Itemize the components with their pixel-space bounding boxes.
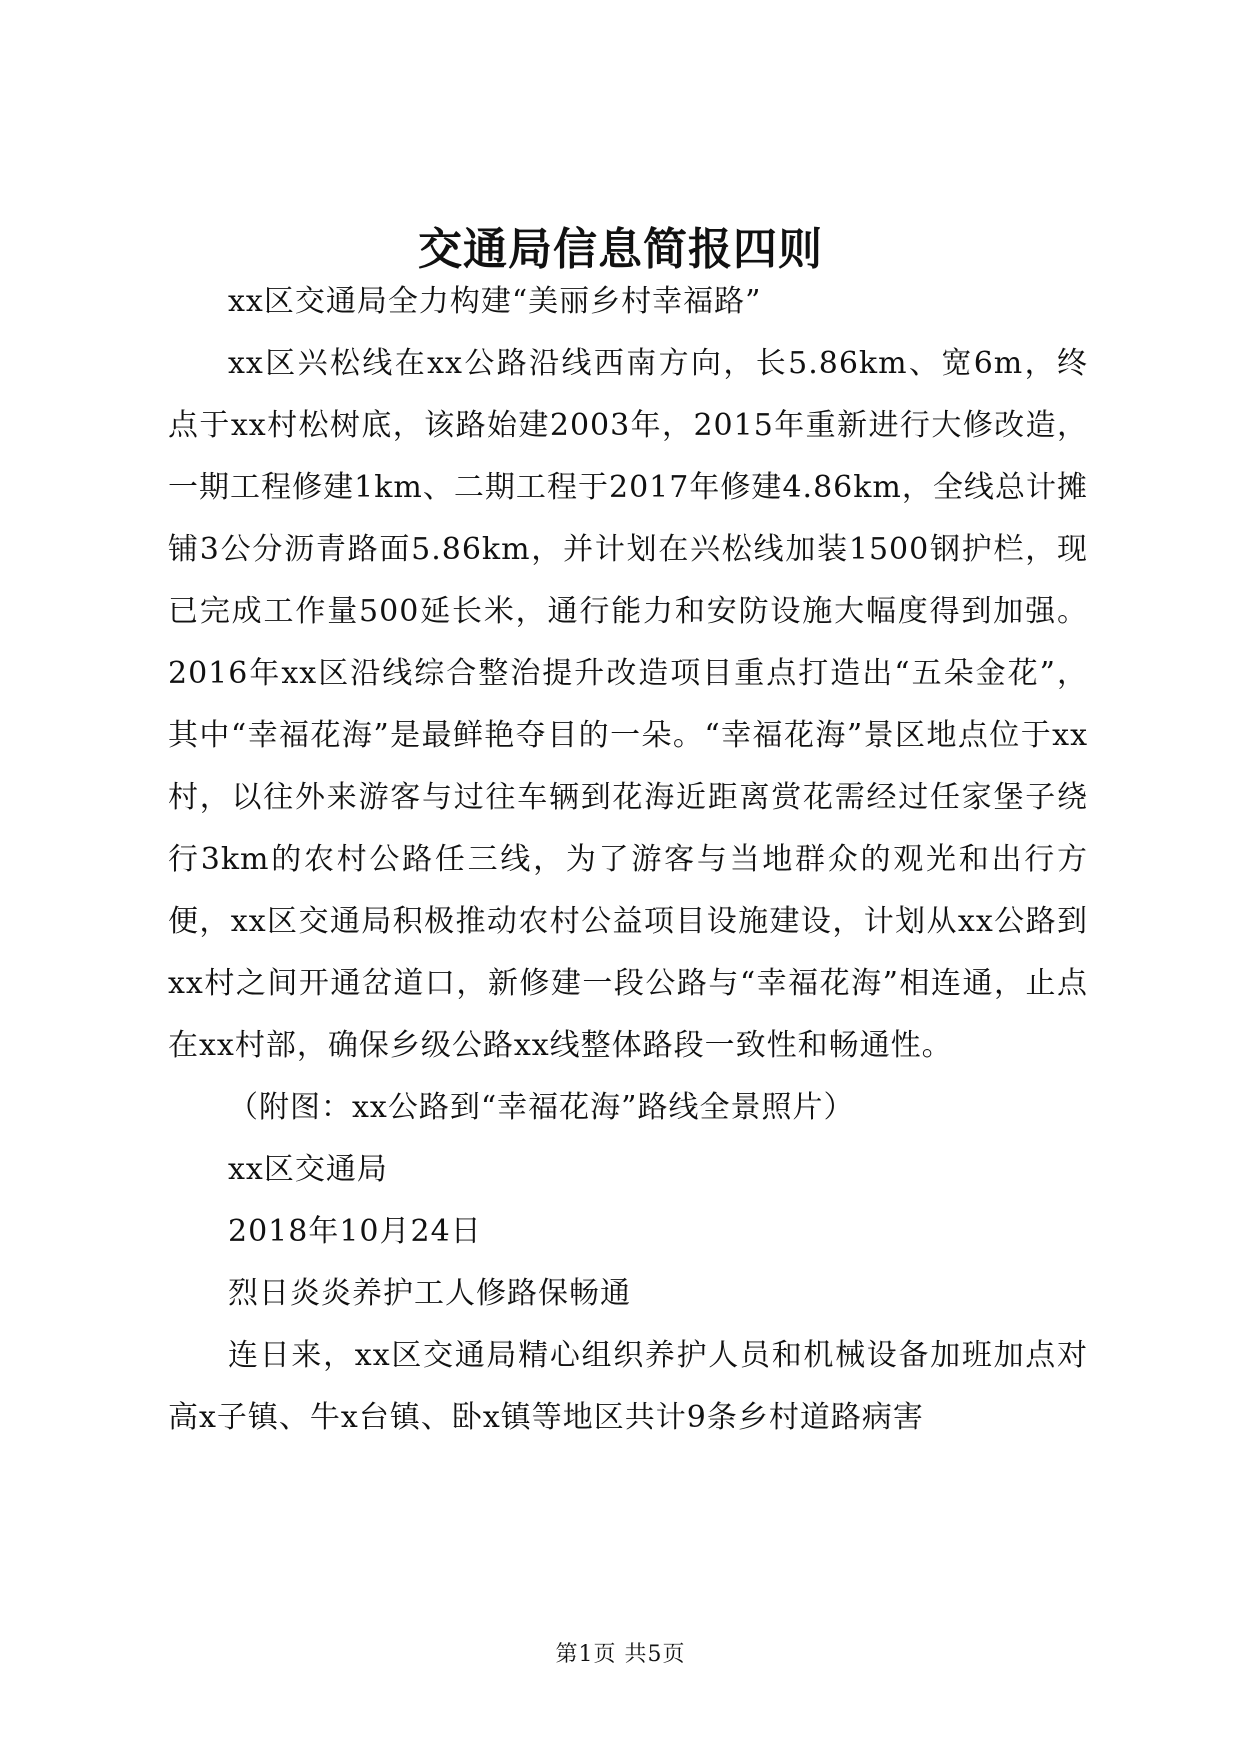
document-body: [168, 271, 1088, 1449]
paragraph-body-1: xx区兴松线在xx公路沿线西南方向，长5.86km、宽6m，终点于xx村松树底，该路始建2003年，2015年重新进行大修改造，一期工程修建1km、二期工程于2017年修建4.86km，全线总计摊铺3公分沥青路面5.86km，并计划在兴松线加装1500钢护栏，现已完成工作量500延长米，通行能力和安防设施大幅度得到加强。2016年xx区沿线综合整治提升改造项目重点打造出“五朵金花”，其中“幸福花海”是最鲜艳夺目的一朵。“幸福花海”景区地点位于xx村，以往外来游客与过往车辆到花海近距离赏花需经过任家堡子绕行3km的农村公路任三线，为了游客与当地群众的观光和出行方便，xx区交通局积极推动农村公益项目设施建设，计划从xx公路到xx村之间开通岔道口，新修建一段公路与“幸福花海”相连通，止点在xx村部，确保乡级公路xx线整体路段一致性和畅通性。: [168, 346, 1088, 1063]
document-title: 交通局信息简报四则: [418, 224, 823, 275]
paragraph-body-2: 连日来，xx区交通局精心组织养护人员和机械设备加班加点对高x子镇、牛x台镇、卧x镇等地区共计9条乡村道路病害: [168, 1338, 1088, 1435]
paragraph-heading-2: 烈日炎炎养护工人修路保畅通: [228, 1276, 631, 1311]
page-number: 第1页 共5页: [555, 1642, 686, 1667]
paragraph-date: 2018年10月24日: [228, 1214, 482, 1249]
paragraph-heading-1: xx区交通局全力构建“美丽乡村幸福路”: [228, 284, 762, 319]
paragraph-issuer: xx区交通局: [228, 1152, 388, 1187]
paragraph-photo-note: （附图：xx公路到“幸福花海”路线全景照片）: [228, 1090, 855, 1125]
